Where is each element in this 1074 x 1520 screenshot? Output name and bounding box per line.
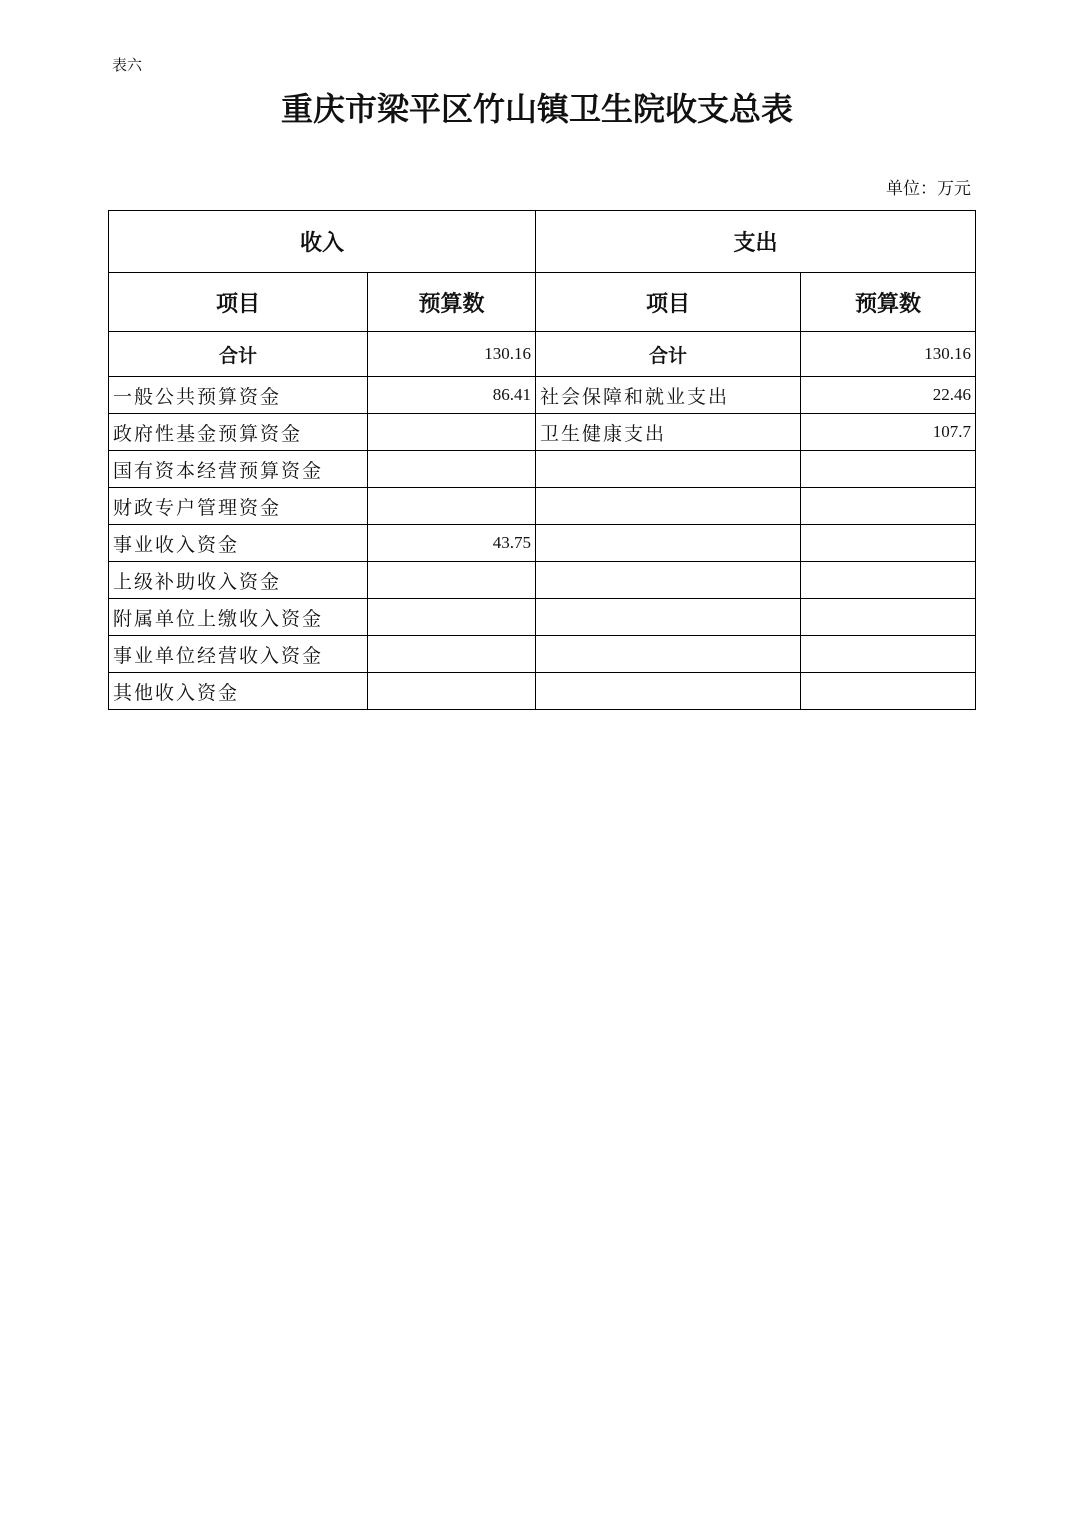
income-value-cell: [368, 673, 536, 710]
table-row: [109, 673, 976, 710]
table-row: [109, 599, 976, 636]
expense-item-cell: [536, 525, 801, 562]
table-row: [109, 525, 976, 562]
column-header-row: [109, 273, 976, 332]
expense-item-cell: 卫生健康支出: [536, 414, 801, 451]
expense-value-cell: [801, 562, 976, 599]
income-item-cell: 一般公共预算资金: [109, 377, 368, 414]
document-title: 重庆市梁平区竹山镇卫生院收支总表: [280, 90, 793, 128]
expense-total-value: 130.16: [801, 332, 976, 377]
expense-value-cell: [801, 451, 976, 488]
expense-value-cell: [801, 488, 976, 525]
table-row: [109, 636, 976, 673]
expense-value-cell: 22.46: [801, 377, 976, 414]
expense-item-cell: [536, 488, 801, 525]
table-row: [109, 488, 976, 525]
expense-item-cell: [536, 673, 801, 710]
income-item-cell: 其他收入资金: [109, 673, 368, 710]
table-row: [109, 451, 976, 488]
expense-value-cell: 107.7: [801, 414, 976, 451]
expense-section-header: 支出: [536, 211, 976, 273]
income-value-cell: [368, 488, 536, 525]
total-row: [109, 332, 976, 377]
income-value-cell: [368, 599, 536, 636]
income-value-cell: [368, 636, 536, 673]
income-value-cell: 86.41: [368, 377, 536, 414]
income-section-header: 收入: [109, 211, 536, 273]
table-row: [109, 562, 976, 599]
income-item-cell: 上级补助收入资金: [109, 562, 368, 599]
income-budget-header: 预算数: [368, 273, 536, 332]
income-item-cell: 财政专户管理资金: [109, 488, 368, 525]
income-item-cell: 附属单位上缴收入资金: [109, 599, 368, 636]
expense-budget-header: 预算数: [801, 273, 976, 332]
income-value-cell: [368, 451, 536, 488]
expense-value-cell: [801, 525, 976, 562]
income-item-cell: 政府性基金预算资金: [109, 414, 368, 451]
expense-item-cell: [536, 599, 801, 636]
expense-item-header: 项目: [536, 273, 801, 332]
expense-value-cell: [801, 673, 976, 710]
expense-item-cell: [536, 562, 801, 599]
income-item-header: 项目: [109, 273, 368, 332]
income-expense-summary-table: [108, 210, 976, 710]
expense-item-cell: [536, 451, 801, 488]
income-value-cell: [368, 562, 536, 599]
income-item-cell: 事业收入资金: [109, 525, 368, 562]
table-number-label: 表六: [112, 56, 143, 74]
table-row: [109, 414, 976, 451]
income-total-label: 合计: [109, 332, 368, 377]
income-value-cell: [368, 414, 536, 451]
income-value-cell: 43.75: [368, 525, 536, 562]
expense-item-cell: [536, 636, 801, 673]
income-item-cell: 国有资本经营预算资金: [109, 451, 368, 488]
income-item-cell: 事业单位经营收入资金: [109, 636, 368, 673]
section-header-row: [109, 211, 976, 273]
income-total-value: 130.16: [368, 332, 536, 377]
expense-total-label: 合计: [536, 332, 801, 377]
table-row: [109, 377, 976, 414]
unit-label: 单位：万元: [886, 179, 971, 199]
expense-item-cell: 社会保障和就业支出: [536, 377, 801, 414]
expense-value-cell: [801, 636, 976, 673]
expense-value-cell: [801, 599, 976, 636]
